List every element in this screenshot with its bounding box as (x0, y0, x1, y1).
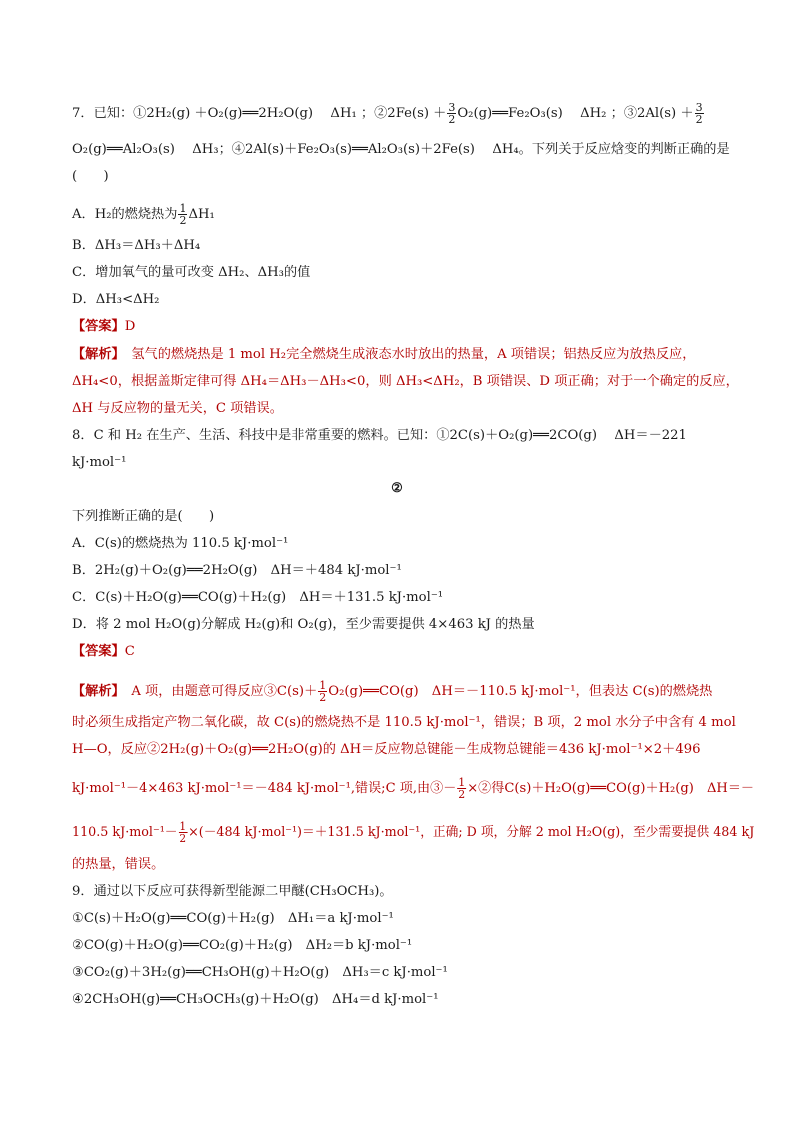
q7-stem-line-1 (72, 102, 705, 125)
fraction: $\frac{1}{2}$ (179, 820, 187, 845)
q9-stem: 9．通过以下反应可获得新型能源二甲醚(CH₃OCH₃)。 (72, 884, 393, 899)
answer-tag: 【答案】 (72, 644, 125, 659)
q8-option-d: D．将 2 mol H₂O(g)分解成 H₂(g)和 O₂(g)，至少需要提供 4×463 kJ 的热量 (72, 617, 535, 632)
fraction: $\frac{3}{2}$ (695, 101, 703, 126)
q8-answer (72, 643, 135, 661)
q7-stem-line-3: ( ) (72, 169, 109, 184)
q7-option-d: D．ΔH₃<ΔH₂ (72, 292, 160, 307)
q9-reaction-1: ①C(s)＋H₂O(g)══CO(g)＋H₂(g) ΔH₁＝a kJ·mol⁻¹ (72, 911, 394, 926)
q7-analysis-line-2: ΔH₄<0，根据盖斯定律可得 ΔH₄＝ΔH₃－ΔH₃<0，则 ΔH₃<ΔH₂，B 项错误、D 项正确；对于一个确定的反应， (72, 374, 739, 389)
answer-value: C (124, 644, 135, 659)
fraction: $\frac{1}{2}$ (179, 202, 187, 227)
answer-tag: 【答案】 (72, 319, 125, 334)
q8-option-c: C．C(s)＋H₂O(g)══CO(g)＋H₂(g) ΔH＝＋131.5 kJ·mol⁻¹ (72, 590, 444, 605)
q8-analysis-line-3: H—O，反应②2H₂(g)＋O₂(g)══2H₂O(g)的 ΔH＝反应物总键能－生成物总键能＝436 kJ·mol⁻¹×2＋496 (72, 742, 701, 757)
answer-value: D (124, 319, 136, 334)
q7-text: 7．已知：①2H₂(g) ＋O₂(g)══2H₂O(g) ΔH₁ ；②2Fe(s) ＋ (72, 106, 447, 121)
q9-reaction-4: ④2CH₃OH(g)══CH₃OCH₃(g)＋H₂O(g) ΔH₄＝d kJ·mol⁻¹ (72, 992, 439, 1007)
q8-analysis-line-2: 时必须生成指定产物二氧化碳，故 C(s)的燃烧热不是 110.5 kJ·mol⁻¹，错误；B 项，2 mol 水分子中含有 4 mol (72, 715, 736, 730)
q7-answer (72, 318, 135, 336)
q7-option-b: B．ΔH₃＝ΔH₃＋ΔH₄ (72, 238, 201, 253)
q8-analysis-line-4: kJ·mol⁻¹－4×463 kJ·mol⁻¹＝－484 kJ·mol⁻¹,错误;C 项,由③－ $\frac{1}{2}$ ×②得C(s)＋H₂O(g)══CO(g)＋H₂(g) ΔH＝－ (72, 776, 755, 801)
q8-option-b: B．2H₂(g)＋O₂(g)══2H₂O(g) ΔH＝＋484 kJ·mol⁻¹ (72, 563, 402, 578)
fraction: $\frac{3}{2}$ (448, 101, 456, 126)
q7-analysis-line-3: ΔH 与反应物的量无关，C 项错误。 (72, 401, 283, 416)
q8-analysis-line-6: 的热量，错误。 (72, 857, 165, 872)
q8-center-marker: ② (391, 481, 403, 496)
q9-reaction-3: ③CO₂(g)＋3H₂(g)══CH₃OH(g)＋H₂O(g) ΔH₃＝c kJ·mol⁻¹ (72, 965, 448, 980)
q7-analysis-line-1: 【解析】 氢气的燃烧热是 1 mol H₂完全燃烧生成液态水时放出的热量，A 项错误；铝热反应为放热反应， (72, 347, 696, 362)
q8-analysis-line-1: 【解析】 A 项，由题意可得反应③C(s)＋ $\frac{1}{2}$ O₂(g)══CO(g) ΔH＝－110.5 kJ·mol⁻¹，但表达 C(s)的燃烧热 (72, 679, 713, 704)
q7-option-c: C．增加氧气的量可改变 ΔH₂、ΔH₃的值 (72, 265, 311, 280)
q8-stem-line-2: kJ·mol⁻¹ (72, 455, 127, 470)
analysis-tag: 【解析】 (72, 684, 119, 699)
q7-option-a: A．H₂的燃烧热为 $\frac{1}{2}$ ΔH₁ (72, 202, 215, 227)
q8-stem-line-1: 8．C 和 H₂ 在生产、生活、科技中是非常重要的燃料。已知：①2C(s)＋O₂(g)══2CO(g) ΔH＝－221 (72, 428, 687, 443)
fraction: $\frac{1}{2}$ (319, 679, 327, 704)
q7-stem-line-2: O₂(g)══Al₂O₃(s) ΔH₃；④2Al(s)＋Fe₂O₃(s)══Al₂O₃(s)＋2Fe(s) ΔH₄。下列关于反应焓变的判断正确的是 (72, 142, 730, 157)
fraction: $\frac{1}{2}$ (458, 776, 466, 801)
q9-reaction-2: ②CO(g)＋H₂O(g)══CO₂(g)＋H₂(g) ΔH₂＝b kJ·mol⁻¹ (72, 938, 413, 953)
analysis-tag: 【解析】 (72, 347, 119, 362)
q8-option-a: A．C(s)的燃烧热为 110.5 kJ·mol⁻¹ (72, 536, 289, 551)
q8-analysis-line-5: 110.5 kJ·mol⁻¹－ $\frac{1}{2}$ ×(－484 kJ·mol⁻¹)＝＋131.5 kJ·mol⁻¹，正确; D 项，分解 2 mol H₂O(g)，至少需要提供 484 kJ (72, 820, 755, 845)
q7-text: O₂(g)══Fe₂O₃(s) ΔH₂ ；③2Al(s) ＋ (457, 106, 694, 121)
q8-stem-line-3: 下列推断正确的是( ) (72, 509, 215, 524)
